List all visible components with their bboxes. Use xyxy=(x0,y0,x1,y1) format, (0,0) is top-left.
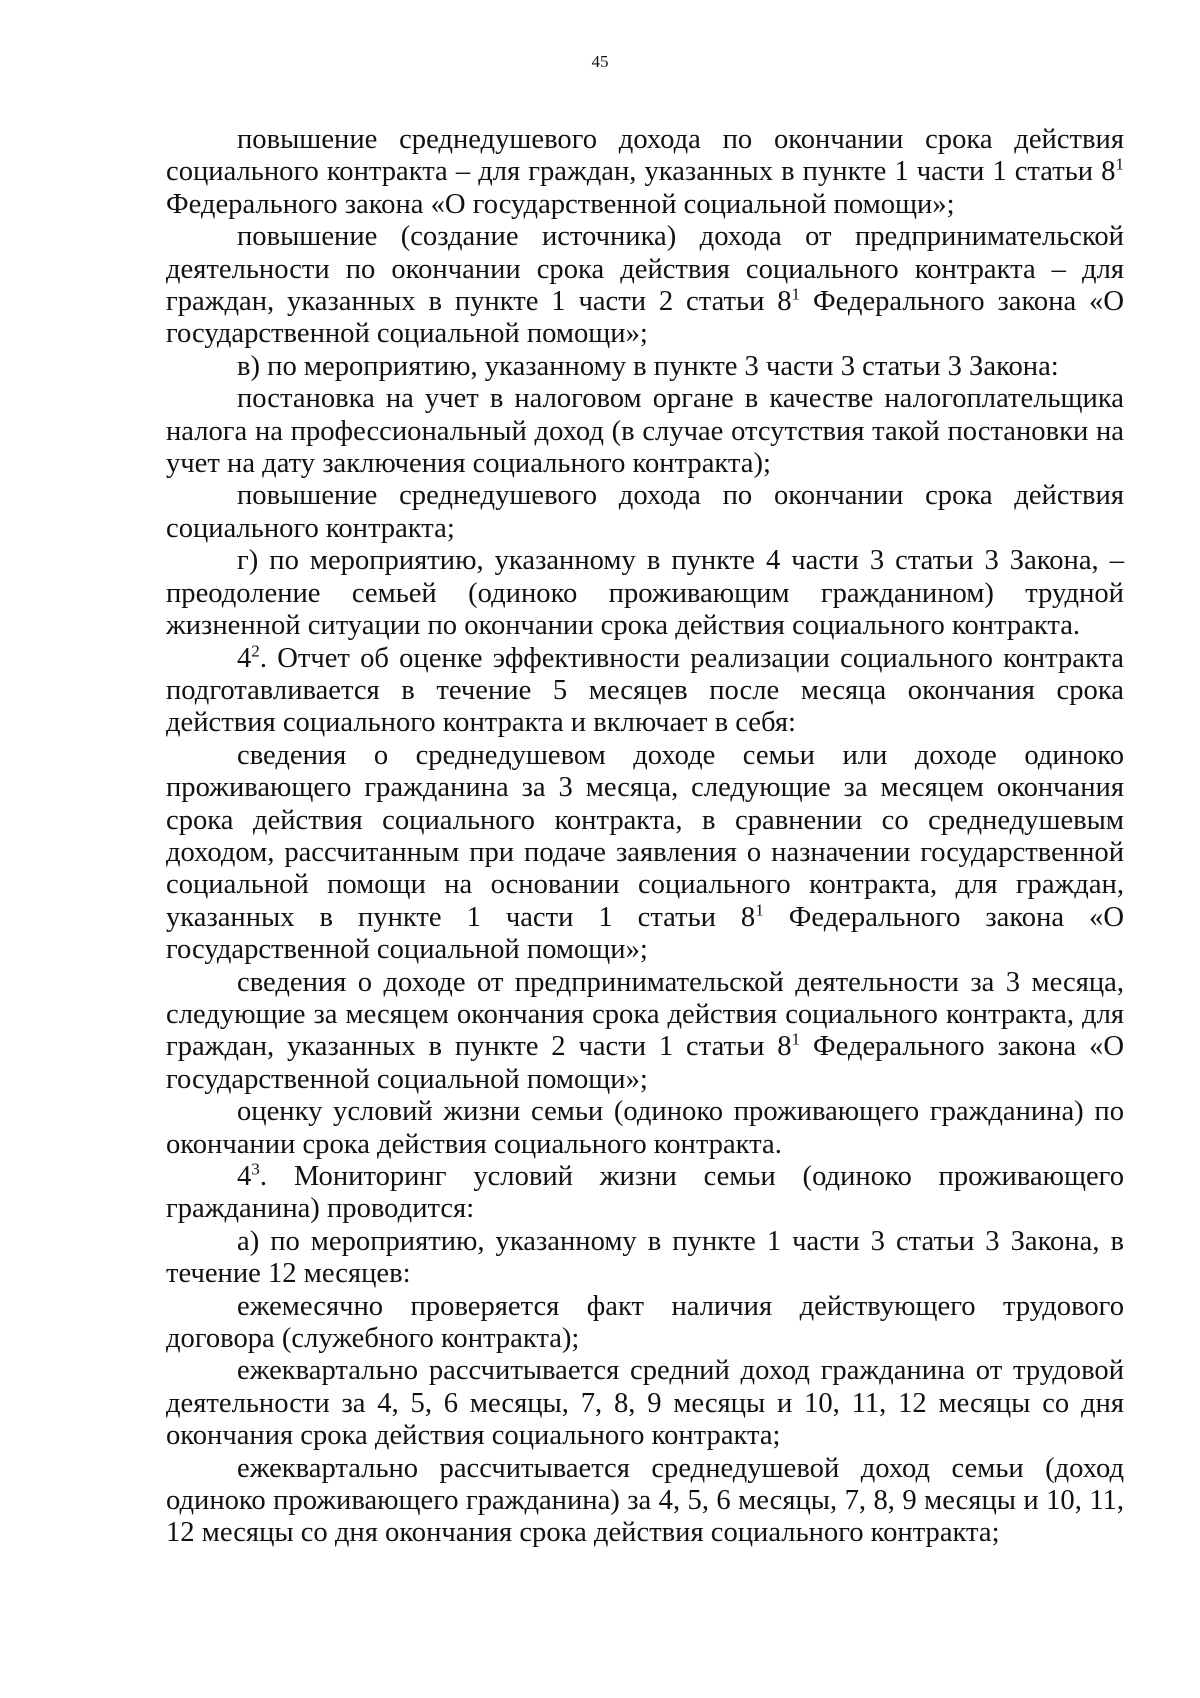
text-run: в) по мероприятию, указанному в пункте 3 части 3 статьи 3 Закона: xyxy=(237,350,1059,382)
text-run: постановка на учет в налоговом органе в качестве налогоплательщика налога на профессиональный доход (в случае отсутствия такой постановки на учет на дату заключения социального контракта); xyxy=(166,383,1124,480)
page-number: 45 xyxy=(591,52,609,71)
text-run: Федерального закона «О государственной социальной помощи»; xyxy=(166,901,1124,966)
paragraph xyxy=(166,1355,1124,1452)
text-run: Федерального закона «О государственной социальной помощи»; xyxy=(166,1031,1124,1095)
document-body xyxy=(166,124,1124,1550)
text-run: оценку условий жизни семьи (одиноко проживающего гражданина) по окончании срока действия социального контракта. xyxy=(166,1096,1124,1160)
text-run: повышение среднедушевого дохода по окончании срока действия социального контракта – для граждан, указанных в пункте 1 части 1 статьи 8 xyxy=(166,124,1124,188)
paragraph xyxy=(166,640,1124,740)
paragraph xyxy=(166,351,1124,383)
paragraph xyxy=(166,967,1124,1097)
paragraph xyxy=(166,383,1124,480)
text-run: . Мониторинг условий жизни семьи (одиноко проживающего гражданина) проводится: xyxy=(166,1161,1124,1225)
text-run: сведения о доходе от предпринимательской деятельности за 3 месяца, следующие за месяцем окончания срока действия социального контракта, для граждан, указанных в пункте 2 части 1 статьи 8 xyxy=(166,966,1124,1063)
paragraph xyxy=(166,1291,1124,1356)
superscript: 1 xyxy=(791,1029,801,1049)
superscript: 1 xyxy=(791,284,801,304)
text-run: 4 xyxy=(237,1161,252,1192)
text-run: 4 xyxy=(237,642,252,674)
superscript: 2 xyxy=(251,640,260,660)
text-run: ежеквартально рассчитывается средний доход гражданина от трудовой деятельности за 4, 5, 6 месяцы, 7, 8, 9 месяцы и 10, 11, 12 месяцы со дня окончания срока действия социального контракта; xyxy=(166,1355,1124,1452)
paragraph xyxy=(166,221,1124,351)
superscript: 1 xyxy=(755,900,764,920)
paragraph xyxy=(166,545,1124,642)
superscript: 1 xyxy=(1115,154,1124,174)
paragraph xyxy=(166,1226,1124,1291)
text-run: Федерального закона «О государственной социальной помощи»; xyxy=(166,286,1124,350)
text-run: ежемесячно проверяется факт наличия действующего трудового договора (служебного контракта); xyxy=(166,1290,1124,1355)
text-run: ежеквартально рассчитывается среднедушевой доход семьи (доход одиноко проживающего гражданина) за 4, 5, 6 месяцы, 7, 8, 9 месяцы и 10, 11, 12 месяцы со дня окончания срока действия социального контракта; xyxy=(166,1452,1124,1549)
paragraph xyxy=(166,1453,1124,1550)
paragraph xyxy=(166,124,1124,221)
paragraph xyxy=(166,1161,1124,1226)
text-run: Федерального закона «О государственной социальной помощи»; xyxy=(166,188,955,220)
text-run: повышение среднедушевого дохода по окончании срока действия социального контракта; xyxy=(166,480,1124,544)
text-run: . Отчет об оценке эффективности реализации социального контракта подготавливается в течение 5 месяцев после месяца окончания срока действия социального контракта и включает в себя: xyxy=(166,642,1124,739)
superscript: 3 xyxy=(251,1159,260,1179)
paragraph xyxy=(166,1096,1124,1161)
text-run: г) по мероприятию, указанному в пункте 4 части 3 статьи 3 Закона, – преодоление семьей (одиноко проживающим гражданином) трудной жизненной ситуации по окончании срока действия социального контракта. xyxy=(166,545,1124,642)
paragraph xyxy=(166,480,1124,545)
paragraph xyxy=(166,740,1124,967)
text-run: а) по мероприятию, указанному в пункте 1 части 3 статьи 3 Закона, в течение 12 месяцев: xyxy=(166,1225,1124,1290)
text-run: сведения о среднедушевом доходе семьи или доходе одиноко проживающего гражданина за 3 месяца, следующие за месяцем окончания срока действия социального контракта, в сравнении со среднедушевым доходом, рассчитанным при подаче заявления о назначении государственной социальной помощи на основании социального контракта, для граждан, указанных в пункте 1 части 1 статьи 8 xyxy=(166,739,1124,933)
text-run: повышение (создание источника) дохода от предпринимательской деятельности по окончании срока действия социального контракта – для граждан, указанных в пункте 1 части 2 статьи 8 xyxy=(166,221,1124,318)
